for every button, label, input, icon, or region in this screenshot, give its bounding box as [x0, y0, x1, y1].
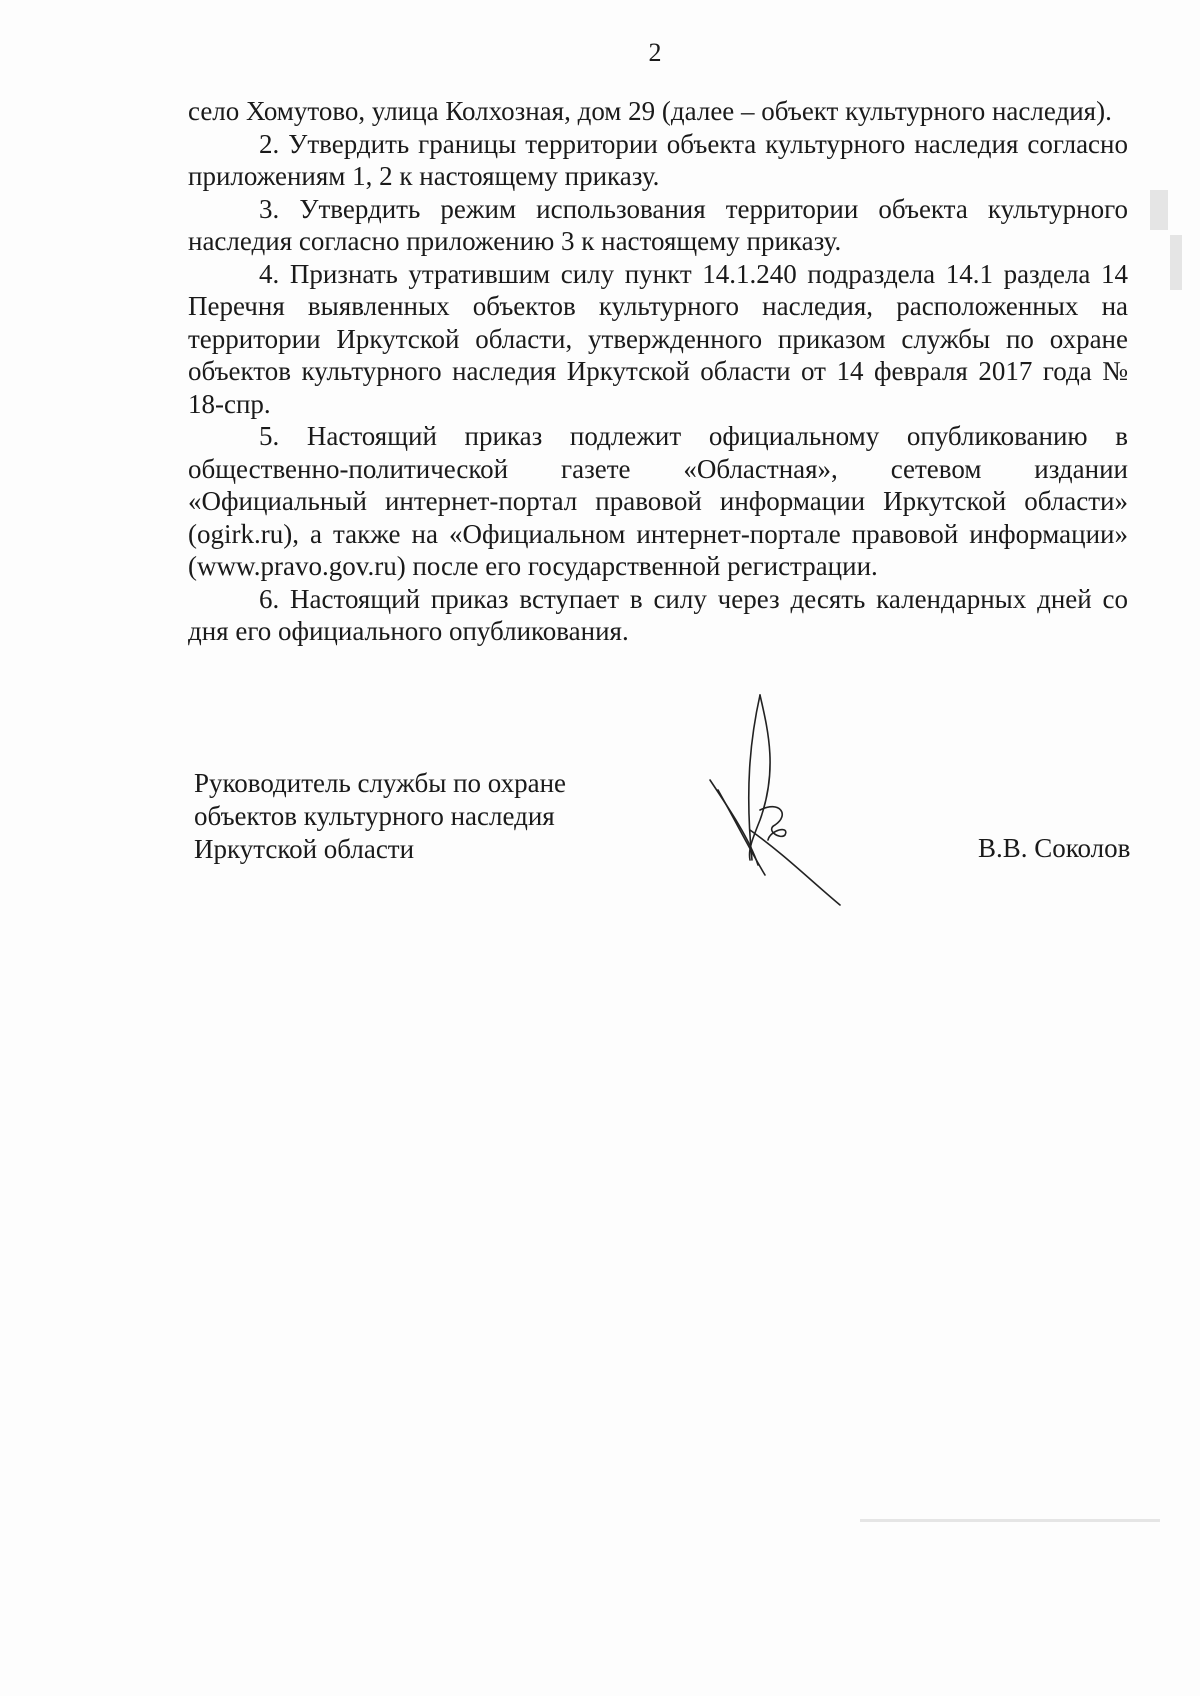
signatory-title-line-1: Руководитель службы по охране	[194, 768, 567, 798]
signer-name: В.В. Соколов	[978, 833, 1131, 863]
signatory-title-line-3: Иркутской области	[194, 834, 415, 864]
scan-artifact	[1150, 190, 1168, 230]
handwritten-signature-icon	[690, 690, 860, 910]
paragraph-1: село Хомутово, улица Колхозная, дом 29 (далее – объект культурного наследия).	[188, 96, 1112, 126]
paragraph-3: 3. Утвердить режим использования территории объекта культурного наследия согласно приложению 3 к настоящему приказу.	[188, 193, 1128, 256]
signatory-title-line-2: объектов культурного наследия	[194, 801, 555, 831]
paragraph-4: 4. Признать утратившим силу пункт 14.1.240 подраздела 14.1 раздела 14 Перечня выявленных объектов культурного наследия, расположенных на территории Иркутской области, утвержденного приказом службы по охране объектов культурного наследия Иркутской области от 14 февраля 2017 года № 18-спр.	[188, 258, 1128, 419]
document-body	[188, 95, 1128, 648]
scan-artifact	[1170, 235, 1182, 290]
paragraph-6: 6. Настоящий приказ вступает в силу через десять календарных дней со дня его официального опубликования.	[188, 583, 1128, 646]
paragraph-2: 2. Утвердить границы территории объекта культурного наследия согласно приложениям 1, 2 к настоящему приказу.	[188, 128, 1128, 191]
paragraph-5: 5. Настоящий приказ подлежит официальному опубликованию в общественно-политической газете «Областная», сетевом издании «Официальный интернет-портал правовой информации Иркутской области» (ogirk.ru), а также на «Официальном интернет-портале правовой информации» (www.pravo.gov.ru) после его государственной регистрации.	[188, 421, 1128, 581]
page-number: 2	[648, 38, 662, 67]
scan-artifact	[860, 1519, 1160, 1522]
signatory-title	[194, 767, 566, 866]
